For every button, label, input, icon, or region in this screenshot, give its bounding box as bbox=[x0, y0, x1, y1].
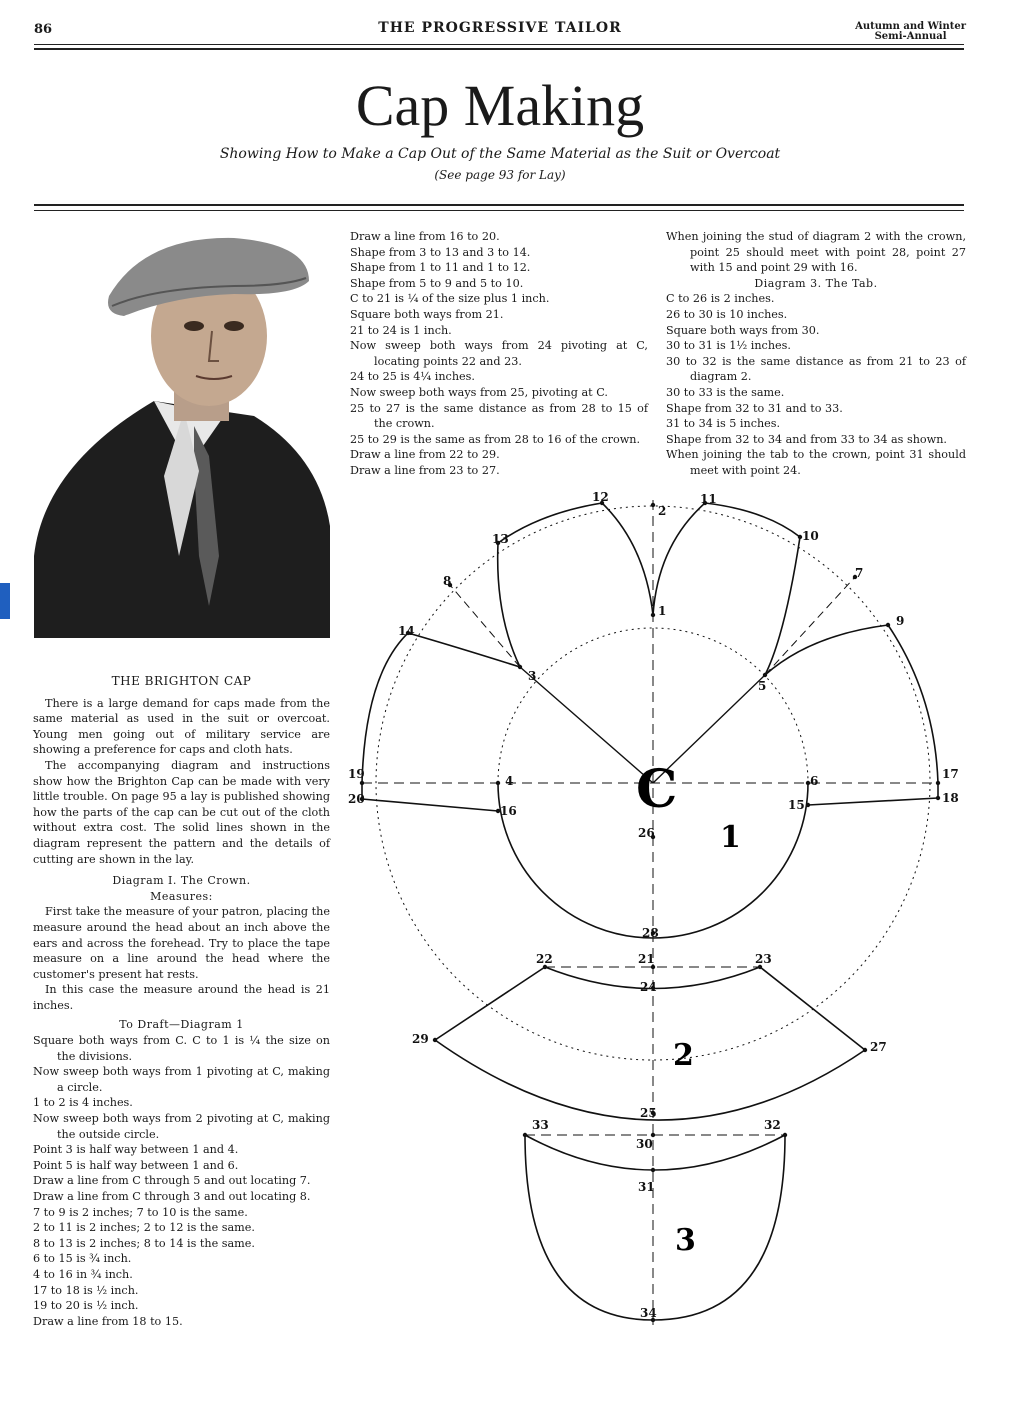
middle-step: Draw a line from 22 to 29. bbox=[350, 448, 500, 462]
point-label-28: 28 bbox=[642, 926, 659, 940]
crown-seg-13-12 bbox=[498, 503, 602, 543]
crown-seg-9-5 bbox=[765, 625, 888, 675]
left-step: Point 5 is half way between 1 and 6. bbox=[33, 1158, 239, 1172]
intro-paragraph-2: The accompanying diagram and instructions show how the Brighton Cap can be made with very little trouble. On page 95 a lay is published showing how the parts of the cap can be cut out of the cloth without extra cost. The solid lines shown in the diagram represent the pattern and the details of cutting are shown in the lay. bbox=[33, 758, 330, 866]
left-step: 6 to 15 is ¾ inch. bbox=[33, 1252, 132, 1266]
middle-step: Draw a line from 16 to 20. bbox=[350, 230, 500, 243]
arc-33-31-32 bbox=[525, 1135, 785, 1170]
point-label-6: 6 bbox=[810, 774, 819, 788]
title-rule bbox=[34, 210, 964, 211]
middle-step: Shape from 1 to 11 and 1 to 12. bbox=[350, 261, 531, 275]
point-label-21: 21 bbox=[638, 952, 655, 966]
page-number: 86 bbox=[34, 22, 53, 37]
part-label-2: 2 bbox=[673, 1038, 694, 1073]
center-label-c: C bbox=[636, 759, 678, 820]
left-step: 17 to 18 is ½ inch. bbox=[33, 1283, 139, 1297]
point-label-13: 13 bbox=[492, 532, 509, 546]
point-label-18: 18 bbox=[942, 791, 959, 805]
point-dot-29 bbox=[433, 1038, 437, 1042]
point-label-29: 29 bbox=[412, 1032, 429, 1046]
diagram3-heading: Diagram 3. The Tab. bbox=[754, 276, 878, 290]
point-label-8: 8 bbox=[443, 574, 452, 588]
crown-seg-13-3 bbox=[498, 543, 520, 667]
middle-step: Shape from 3 to 13 and 3 to 14. bbox=[350, 245, 531, 259]
left-step: Draw a line from 18 to 15. bbox=[33, 1314, 183, 1328]
point-label-33: 33 bbox=[532, 1118, 549, 1132]
point-label-32: 32 bbox=[764, 1118, 781, 1132]
point-label-23: 23 bbox=[755, 952, 772, 966]
seg-18-15 bbox=[808, 798, 938, 805]
diagonal-left-ext bbox=[450, 585, 520, 667]
left-step: 7 to 9 is 2 inches; 7 to 10 is the same. bbox=[33, 1205, 248, 1219]
left-step: Point 3 is half way between 1 and 4. bbox=[33, 1143, 239, 1157]
point-label-26: 26 bbox=[638, 826, 655, 840]
point-dot-15 bbox=[806, 803, 810, 807]
point-dot-5 bbox=[763, 673, 767, 677]
line-23-27 bbox=[760, 967, 865, 1050]
intro-paragraph-1: There is a large demand for caps made from the same material as used in the suit or overcoat. Young men going out of military service are showing a preference for caps and cloth hats. bbox=[33, 696, 330, 757]
joining-note: When joining the stud of diagram 2 with the crown, point 25 should meet with point 28, point 27 with 15 and point 29 with 16. bbox=[666, 230, 966, 275]
crown-edge-right bbox=[888, 625, 938, 783]
diagonal-right-ext bbox=[765, 577, 855, 675]
right-step: 30 to 31 is 1½ inches. bbox=[666, 339, 791, 353]
article-title: Cap Making bbox=[355, 73, 645, 138]
point-label-25: 25 bbox=[640, 1106, 657, 1120]
diagonal-left bbox=[520, 667, 653, 783]
middle-step: Shape from 5 to 9 and 5 to 10. bbox=[350, 276, 524, 290]
point-label-14: 14 bbox=[398, 624, 415, 638]
left-step: Square both ways from C. C to 1 is ¼ the size on the divisions. bbox=[33, 1034, 330, 1063]
point-label-19: 19 bbox=[348, 767, 365, 781]
seg-20-16 bbox=[362, 799, 498, 811]
measures-paragraph-2: In this case the measure around the head is 21 inches. bbox=[33, 983, 330, 1012]
point-dot-31 bbox=[651, 1168, 655, 1172]
section-title: THE BRIGHTON CAP bbox=[111, 674, 252, 688]
point-dot-32 bbox=[783, 1133, 787, 1137]
point-label-5: 5 bbox=[758, 679, 767, 693]
left-step: Now sweep both ways from 1 pivoting at C, making a circle. bbox=[33, 1065, 330, 1094]
middle-step: Now sweep both ways from 25, pivoting at C. bbox=[350, 385, 608, 399]
right-step: 30 to 33 is the same. bbox=[666, 385, 785, 399]
see-page-note: (See page 93 for Lay) bbox=[434, 168, 566, 182]
right-step: 30 to 32 is the same distance as from 21 to 23 of diagram 2. bbox=[666, 354, 966, 384]
right-steps-list bbox=[666, 291, 966, 478]
edition-line-1: Autumn and Winter bbox=[855, 21, 966, 32]
middle-column bbox=[350, 229, 648, 479]
point-label-7: 7 bbox=[855, 566, 864, 580]
middle-step: 21 to 24 is 1 inch. bbox=[350, 323, 452, 337]
middle-step: 24 to 25 is 4¼ inches. bbox=[350, 370, 475, 384]
left-step: 1 to 2 is 4 inches. bbox=[33, 1096, 133, 1110]
right-step: When joining the tab to the crown, point 31 should meet with point 24. bbox=[666, 448, 966, 477]
right-step: C to 26 is 2 inches. bbox=[666, 292, 775, 306]
measures-heading: Measures: bbox=[150, 889, 213, 903]
point-label-20: 20 bbox=[348, 792, 365, 806]
point-label-27: 27 bbox=[870, 1040, 887, 1054]
crown-edge-left bbox=[362, 633, 408, 783]
pattern-svg bbox=[340, 485, 980, 1345]
point-label-24: 24 bbox=[640, 980, 657, 994]
point-label-22: 22 bbox=[536, 952, 553, 966]
middle-step: 25 to 27 is the same distance as from 28 to 15 of the crown. bbox=[350, 401, 648, 431]
left-step: 8 to 13 is 2 inches; 8 to 14 is the same. bbox=[33, 1236, 255, 1250]
point-dot-4 bbox=[496, 781, 500, 785]
left-step: 19 to 20 is ½ inch. bbox=[33, 1299, 139, 1313]
crown-seg-11-10 bbox=[705, 503, 800, 537]
point-label-15: 15 bbox=[788, 798, 805, 812]
point-dot-27 bbox=[863, 1048, 867, 1052]
left-step: 2 to 11 is 2 inches; 2 to 12 is the same. bbox=[33, 1221, 255, 1235]
draft-heading: To Draft—Diagram 1 bbox=[119, 1018, 244, 1032]
edition-label bbox=[855, 22, 966, 42]
right-step: Shape from 32 to 31 and to 33. bbox=[666, 401, 843, 415]
point-label-31: 31 bbox=[638, 1180, 655, 1194]
title-rule-thick bbox=[34, 204, 964, 206]
portrait-photo bbox=[34, 226, 330, 638]
middle-step: Square both ways from 21. bbox=[350, 307, 504, 321]
point-label-3: 3 bbox=[528, 669, 537, 683]
left-step: 4 to 16 in ¾ inch. bbox=[33, 1267, 133, 1281]
portrait-illustration bbox=[34, 226, 330, 638]
tab-outline bbox=[525, 1135, 785, 1320]
magazine-title: THE PROGRESSIVE TAILOR bbox=[378, 20, 622, 36]
point-dot-18 bbox=[936, 796, 940, 800]
point-dot-33 bbox=[523, 1133, 527, 1137]
point-label-11: 11 bbox=[700, 492, 717, 506]
left-column bbox=[33, 674, 330, 1329]
point-label-2: 2 bbox=[658, 504, 667, 518]
left-steps-list bbox=[33, 1033, 330, 1329]
crown-seg-14-3 bbox=[408, 633, 520, 667]
right-column bbox=[666, 229, 966, 479]
header-rule bbox=[34, 44, 964, 45]
point-label-1: 1 bbox=[658, 604, 667, 618]
point-dot-2 bbox=[651, 503, 655, 507]
middle-step: Draw a line from 23 to 27. bbox=[350, 463, 500, 477]
right-step: 31 to 34 is 5 inches. bbox=[666, 417, 781, 431]
middle-steps-list bbox=[350, 229, 648, 479]
left-step: Draw a line from C through 5 and out locating 7. bbox=[33, 1174, 311, 1188]
point-label-34: 34 bbox=[640, 1306, 657, 1320]
measures-paragraph-1: First take the measure of your patron, placing the measure around the head about an inch above the ears and across the forehead. Try to place the tape measure on a line around the head where the customer's present hat rests. bbox=[33, 905, 330, 981]
right-step: 26 to 30 is 10 inches. bbox=[666, 307, 788, 321]
point-label-30: 30 bbox=[636, 1137, 653, 1151]
crown-seg-12-1 bbox=[602, 503, 653, 615]
middle-step: C to 21 is ¼ of the size plus 1 inch. bbox=[350, 292, 550, 306]
point-label-16: 16 bbox=[500, 804, 517, 818]
point-dot-3 bbox=[518, 665, 522, 669]
article-subtitle: Showing How to Make a Cap Out of the Same Material as the Suit or Overcoat bbox=[219, 146, 781, 162]
line-22-29 bbox=[435, 967, 545, 1040]
point-label-10: 10 bbox=[802, 529, 819, 543]
right-step: Shape from 32 to 34 and from 33 to 34 as shown. bbox=[666, 432, 947, 446]
middle-step: 25 to 29 is the same as from 28 to 16 of the crown. bbox=[350, 432, 641, 446]
middle-step: Now sweep both ways from 24 pivoting at C, locating points 22 and 23. bbox=[350, 339, 648, 368]
point-dot-19 bbox=[360, 781, 364, 785]
diagram1-heading: Diagram I. The Crown. bbox=[112, 874, 251, 888]
crown-seg-11-1 bbox=[653, 503, 705, 615]
point-dot-9 bbox=[886, 623, 890, 627]
point-label-17: 17 bbox=[942, 767, 959, 781]
point-label-12: 12 bbox=[592, 490, 609, 504]
point-dot-17 bbox=[936, 781, 940, 785]
part-label-1: 1 bbox=[720, 820, 741, 855]
left-step: Now sweep both ways from 2 pivoting at C, making the outside circle. bbox=[33, 1112, 330, 1141]
edition-line-2: Semi-Annual bbox=[874, 31, 947, 42]
cap-pattern-diagram bbox=[340, 485, 980, 1345]
point-label-4: 4 bbox=[505, 774, 514, 788]
point-dot-1 bbox=[651, 613, 655, 617]
right-step: Square both ways from 30. bbox=[666, 323, 820, 337]
point-label-9: 9 bbox=[896, 614, 905, 628]
edge-marker bbox=[0, 583, 10, 619]
header-rule-thick bbox=[34, 48, 964, 50]
part-label-3: 3 bbox=[675, 1223, 696, 1258]
left-step: Draw a line from C through 3 and out locating 8. bbox=[33, 1190, 311, 1203]
